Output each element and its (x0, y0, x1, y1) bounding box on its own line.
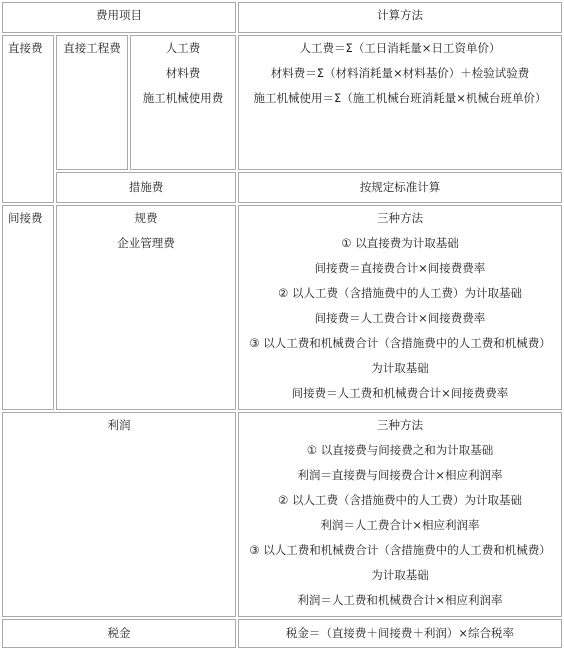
indirect-method-title: 三种方法 (377, 211, 423, 225)
direct-formulas (238, 35, 562, 170)
indirect-item-fees: 规费 (134, 211, 158, 225)
direct-engineering-label: 直接工程费 (56, 35, 128, 170)
profit-formula-2: 利润＝人工费合计×相应利润率 (320, 518, 480, 532)
indirect-formula-2: 间接费＝人工费合计×间接费费率 (314, 311, 486, 325)
indirect-formula-1: 间接费＝直接费合计×间接费费率 (314, 261, 486, 275)
direct-item-material: 材料费 (165, 66, 201, 80)
indirect-method-2: ② 以人工费（含措施费中的人工费）为计取基础 (278, 286, 522, 300)
profit-formula-3: 利润＝人工费和机械费合计×相应利润率 (297, 593, 503, 607)
indirect-method (238, 205, 562, 410)
profit-method-title: 三种方法 (377, 418, 423, 432)
indirect-item-management: 企业管理费 (117, 236, 175, 250)
formula-machinery: 施工机械使用＝Σ（施工机械台班消耗量×机械台班单价） (253, 91, 547, 105)
header-method: 计算方法 (238, 2, 562, 33)
formula-material: 材料费＝Σ（材料消耗量×材料基价）＋检验试验费 (270, 66, 530, 80)
direct-item-machinery: 施工机械使用费 (142, 91, 224, 105)
indirect-method-1: ① 以直接费为计取基础 (341, 236, 459, 250)
profit-method-1: ① 以直接费与间接费之和为计取基础 (306, 443, 494, 457)
profit-formula-1: 利润＝直接费与间接费合计×相应利润率 (297, 468, 503, 482)
profit-method-2: ② 以人工费（含措施费中的人工费）为计取基础 (278, 493, 522, 507)
profit-method (238, 412, 562, 617)
profit-method-3: ③ 以人工费和机械费合计（含措施费中的人工费和机械费）为计取基础 (249, 543, 551, 582)
indirect-cost-label: 间接费 (2, 205, 54, 410)
measures-label: 措施费 (56, 172, 236, 203)
direct-item-labor: 人工费 (165, 41, 201, 55)
indirect-method-3: ③ 以人工费和机械费合计（含措施费中的人工费和机械费）为计取基础 (249, 336, 551, 375)
indirect-items (56, 205, 236, 410)
measures-method: 按规定标准计算 (238, 172, 562, 203)
header-item: 费用项目 (2, 2, 236, 33)
tax-method: 税金＝（直接费＋间接费＋利润）×综合税率 (238, 619, 562, 648)
direct-cost-label: 直接费 (2, 35, 54, 203)
formula-labor: 人工费＝Σ（工日消耗量×日工资单价） (299, 41, 501, 55)
profit-label: 利润 (2, 412, 236, 617)
direct-items (130, 35, 236, 170)
tax-label: 税金 (2, 619, 236, 648)
indirect-formula-3: 间接费＝人工费和机械费合计×间接费费率 (291, 386, 509, 400)
